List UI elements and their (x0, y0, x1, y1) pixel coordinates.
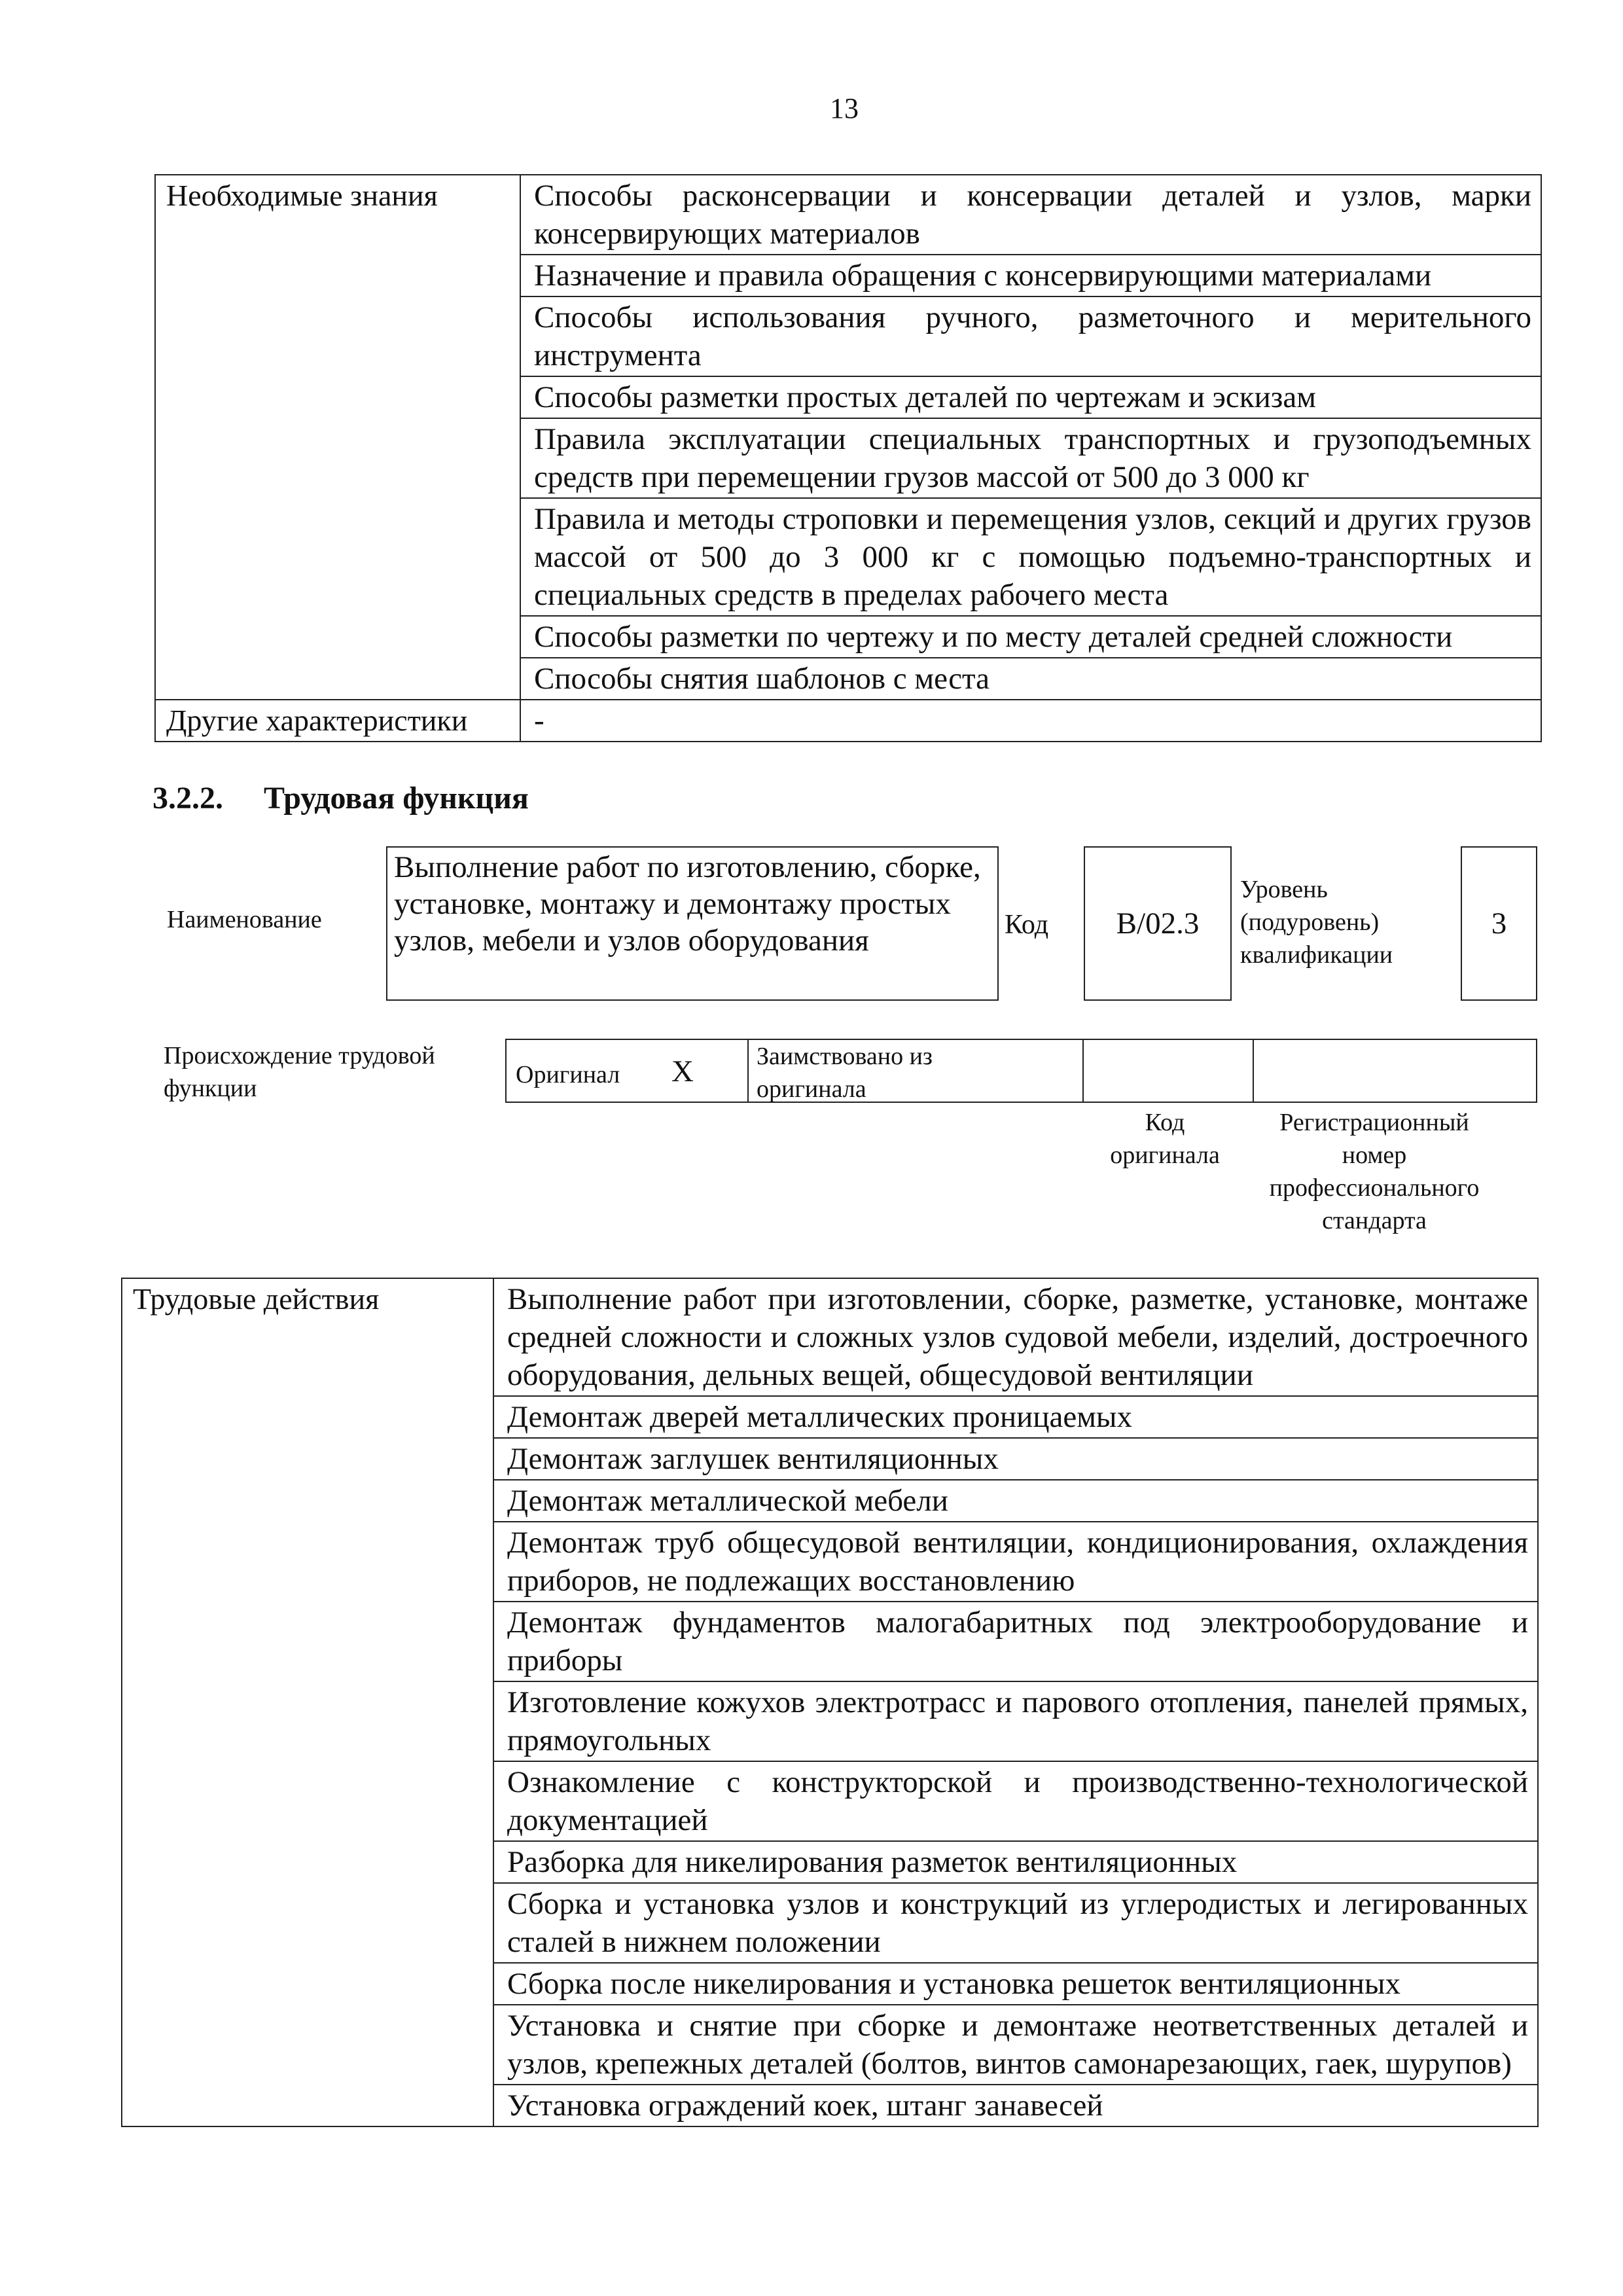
origin-divider (1253, 1040, 1254, 1103)
caption-original-code (1080, 1106, 1250, 1172)
caption-registration-number (1243, 1106, 1505, 1237)
caption-line: Код (1145, 1109, 1185, 1136)
name-label: Наименование (167, 906, 322, 933)
section-heading (152, 780, 529, 816)
code-value-box (1084, 846, 1232, 1001)
other-characteristics-label: Другие характеристики (155, 700, 520, 742)
action-item: Демонтаж металлической мебели (493, 1480, 1538, 1522)
actions-table (121, 1278, 1539, 2127)
action-item: Ознакомление с конструкторской и производственно-технологической документацией (493, 1761, 1538, 1841)
knowledge-item: Назначение и правила обращения с консервирующими материалами (520, 255, 1541, 296)
action-item: Разборка для никелирования разметок вентиляционных (493, 1841, 1538, 1883)
page-number: 13 (830, 92, 859, 124)
function-name-box: Выполнение работ по изготовлению, сборке, установке, монтажу и демонтажу простых узлов, мебели и узлов оборудования (386, 846, 999, 1001)
code-label: Код (1005, 910, 1049, 940)
origin-divider (1082, 1040, 1084, 1103)
level-value-box (1461, 846, 1537, 1001)
borrowed-label-line: оригинала (757, 1075, 866, 1103)
origin-divider (747, 1040, 749, 1103)
borrowed-label-line: Заимствовано из (757, 1043, 933, 1070)
level-value: 3 (1491, 906, 1507, 941)
borrowed-label (757, 1040, 933, 1105)
action-item: Изготовление кожухов электротрасс и парового отопления, панелей прямых, прямоугольных (493, 1681, 1538, 1761)
knowledge-item: Правила и методы строповки и перемещения узлов, секций и других грузов массой от 500 до 3 000 кг с помощью подъемно-транспортных и специальных средств в пределах рабочего места (520, 498, 1541, 616)
knowledge-item: Способы снятия шаблонов с места (520, 658, 1541, 700)
level-label-line: Уровень (1240, 876, 1328, 903)
action-item: Демонтаж фундаментов малогабаритных под электрооборудование и приборы (493, 1602, 1538, 1681)
origin-label-line: Происхождение трудовой (164, 1042, 435, 1069)
original-label: Оригинал (516, 1061, 620, 1088)
knowledge-item: Способы использования ручного, разметочного и мерительного инструмента (520, 296, 1541, 376)
other-characteristics-value: - (520, 700, 1541, 742)
section-number: 3.2.2. (152, 781, 223, 816)
level-label-line: (подуровень) (1240, 908, 1380, 936)
action-item: Сборка и установка узлов и конструкций из углеродистых и легированных сталей в нижнем положении (493, 1883, 1538, 1963)
origin-table (505, 1039, 1537, 1103)
actions-label: Трудовые действия (122, 1278, 493, 2126)
action-item: Выполнение работ при изготовлении, сборке, разметке, установке, монтаже средней сложности и сложных узлов судовой мебели, изделий, достроечного оборудования, дельных вещей, общесудовой вентиляции (493, 1278, 1538, 1396)
section-title: Трудовая функция (264, 781, 529, 816)
caption-line: стандарта (1322, 1207, 1427, 1234)
action-item: Демонтаж труб общесудовой вентиляции, кондиционирования, охлаждения приборов, не подлежащих восстановлению (493, 1522, 1538, 1602)
caption-line: номер (1342, 1141, 1407, 1169)
action-item: Установка и снятие при сборке и демонтаже неответственных деталей и узлов, крепежных деталей (болтов, винтов самонарезающих, гаек, шурупов) (493, 2005, 1538, 2085)
origin-label (164, 1039, 435, 1105)
action-item: Сборка после никелирования и установка решеток вентиляционных (493, 1963, 1538, 2005)
action-item: Демонтаж заглушек вентиляционных (493, 1438, 1538, 1480)
code-value: В/02.3 (1116, 906, 1200, 941)
knowledge-item: Способы расконсервации и консервации деталей и узлов, марки консервирующих материалов (520, 175, 1541, 255)
knowledge-label: Необходимые знания (155, 175, 520, 700)
level-label (1240, 873, 1393, 971)
origin-label-line: функции (164, 1075, 257, 1102)
knowledge-item: Правила эксплуатации специальных транспортных и грузоподъемных средств при перемещении грузов массой от 500 до 3 000 кг (520, 418, 1541, 498)
level-label-line: квалификации (1240, 941, 1393, 969)
caption-line: Регистрационный (1279, 1109, 1469, 1136)
knowledge-table (154, 174, 1542, 742)
knowledge-item: Способы разметки простых деталей по чертежам и эскизам (520, 376, 1541, 418)
action-item: Установка ограждений коек, штанг занавесей (493, 2085, 1538, 2126)
caption-line: оригинала (1110, 1141, 1220, 1169)
knowledge-item: Способы разметки по чертежу и по месту деталей средней сложности (520, 616, 1541, 658)
caption-line: профессионального (1269, 1174, 1480, 1202)
action-item: Демонтаж дверей металлических проницаемых (493, 1396, 1538, 1438)
original-mark: X (671, 1054, 694, 1088)
